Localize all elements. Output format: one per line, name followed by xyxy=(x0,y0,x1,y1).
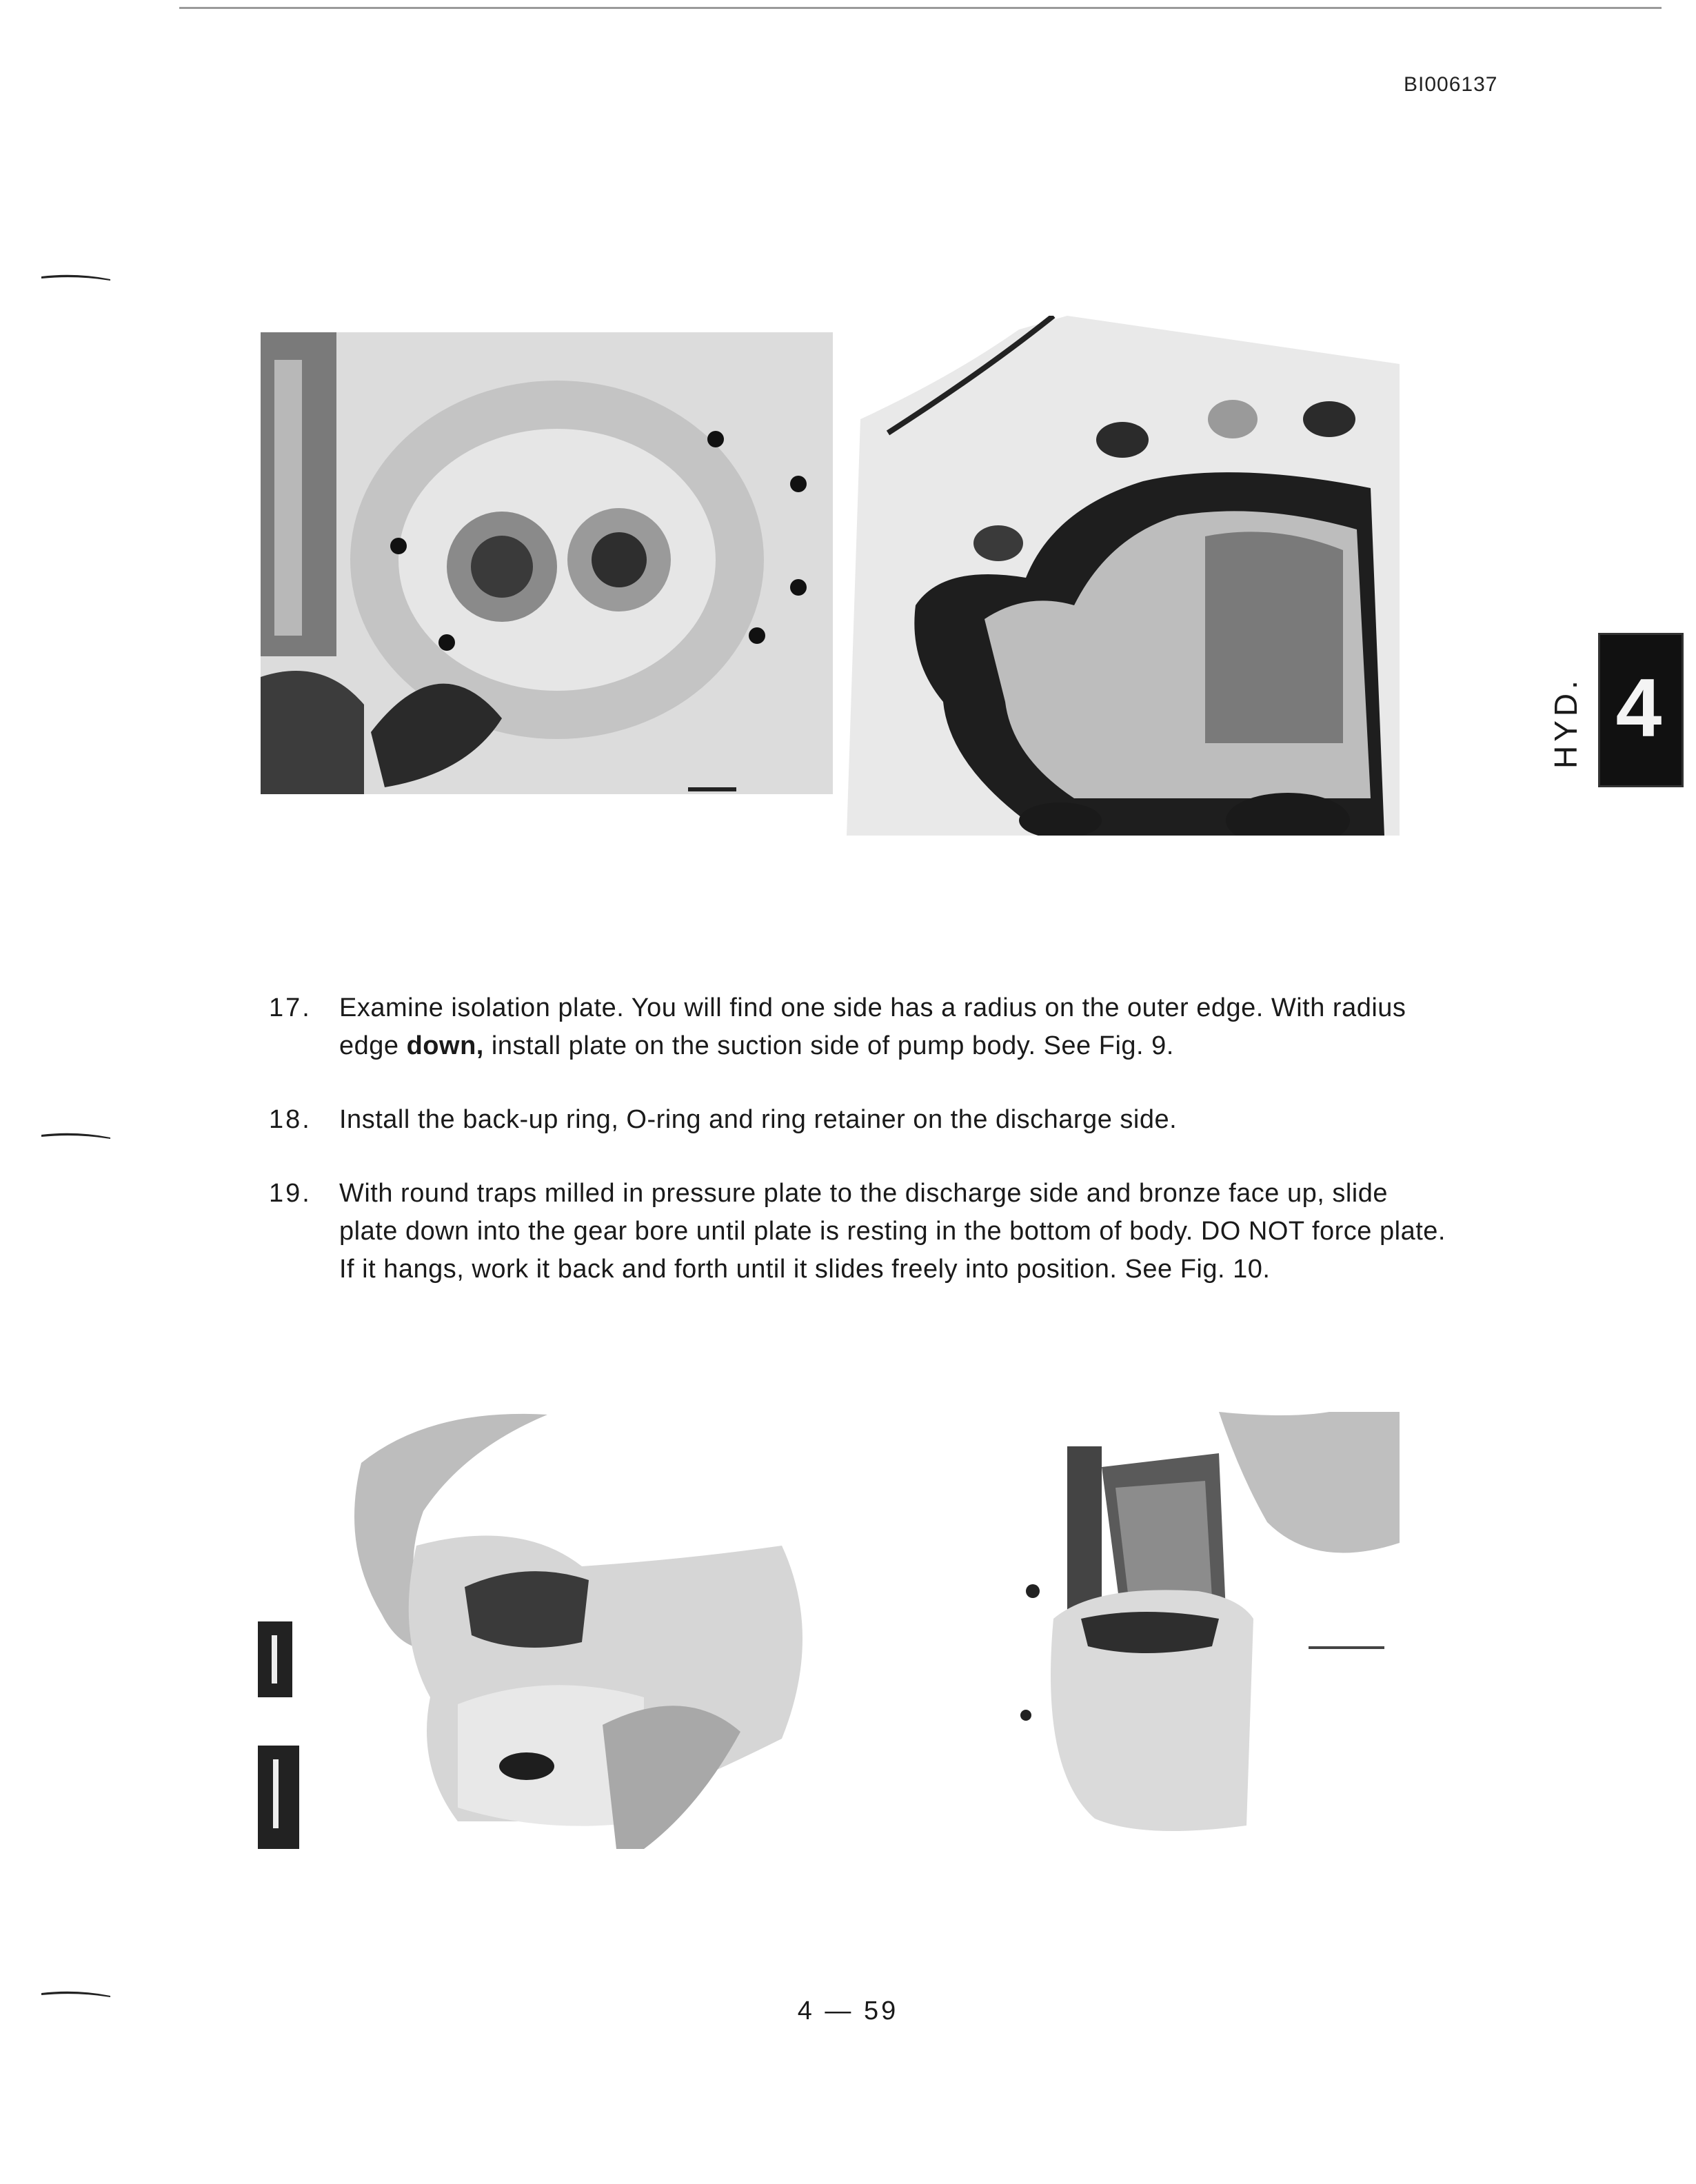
step-text: Install the back-up ring, O-ring and ring retainer on the discharge side. xyxy=(339,1105,1178,1134)
section-tab-number: 4 xyxy=(1615,662,1662,754)
instruction-steps xyxy=(269,989,1448,1324)
pump-body-photo xyxy=(261,332,833,794)
step-17 xyxy=(269,989,1448,1065)
section-tab-label: HYD. xyxy=(1548,676,1584,769)
page-number: 4 — 59 xyxy=(797,1996,899,2025)
step-number: 17. xyxy=(269,993,312,1022)
step-number: 19. xyxy=(269,1179,312,1208)
step-number: 18. xyxy=(269,1105,312,1134)
step-19 xyxy=(269,1175,1448,1288)
binder-hole-mark xyxy=(41,272,110,281)
binder-hole-mark xyxy=(41,1131,110,1139)
document-id: BI006137 xyxy=(1404,73,1498,96)
step-18 xyxy=(269,1101,1448,1139)
isolation-plate-photo xyxy=(847,316,1400,836)
scan-edge-line xyxy=(179,7,1662,9)
step-text: Examine isolation plate. You will find one side has a radius on the outer edge. With radius edge down, install plate on the suction side of pump body. See Fig. 9. xyxy=(339,993,1406,1060)
hands-installing-plate-photo xyxy=(258,1408,823,1863)
step-emphasis: down, xyxy=(406,1031,484,1060)
step-text: With round traps milled in pressure plate to the discharge side and bronze face up, slide plate down into the gear bore until plate is resting in the bottom of body. DO NOT force plate. If it hangs, work it back and forth until it slides freely into position. See Fig. 10. xyxy=(339,1179,1446,1284)
pressure-plate-insertion-photo xyxy=(991,1412,1400,1850)
